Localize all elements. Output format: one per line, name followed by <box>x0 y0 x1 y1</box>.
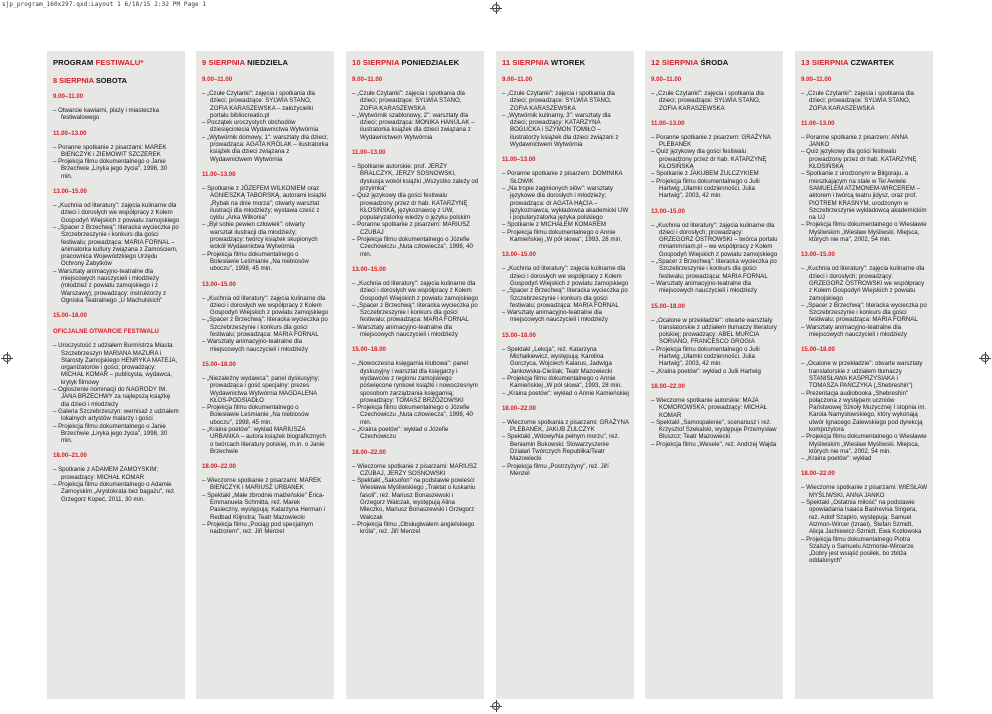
event-item: – Poranne spotkanie z pisarzami: MAREK BIEŃCZYK i ZIEMOWIT SZCZEREK <box>53 144 180 159</box>
event-item: – Quiz językowy dla gości festiwalu prowadzony przez dr hab. KATARZYNĘ KŁOSIŃSKĄ <box>801 148 928 170</box>
event-item: – „Spacer z Brzechwą": literacka wycieczka po Szczebrzeszynie i konkurs dla gości festiwalu; prowadząca: MARIA FORNAL <box>202 316 329 338</box>
day-subheading <box>53 76 180 85</box>
event-list <box>502 419 629 477</box>
time-slot: 18.00–22.00 <box>202 463 236 471</box>
event-item: – „Kuchnia od literatury": zajęcia kulinarne dla dzieci i dorosłych we współpracy z Kołem Gospodyń Wiejskich z powiatu zamojskiego <box>352 280 479 302</box>
event-list <box>202 375 329 455</box>
event-list <box>801 265 928 338</box>
event-item: – Projekcja filmu „Wesele", reż. Andrzej Wajda <box>651 441 778 448</box>
event-item: – „Kraina poetów": wykład o Józefie Czechowiczu <box>352 426 479 441</box>
event-item: – „Wytwórnik kulinarny, 3": warsztaty dla dzieci; prowadzący: KATARZYNA BOGUCKA i SZYMON TOMIŁO – ilustratorzy książek dla dzieci związani z Wydawnictwem Wytwórnia <box>502 112 629 148</box>
event-item: – „Ocalone w przekładzie": otwarte warsztaty translatorskie z udziałem tłumaczy literatury polskiej; prowadzący: ABEL MURCIA SORIANO, FRANCESCO GROGIA <box>651 317 778 346</box>
heading-day: NIEDZIELA <box>247 58 289 67</box>
event-item: – „Był sobie pewien człowiek": otwarty warsztat ilustracji dla młodzieży; prowadzący: twórcy książek skupionych wokół Wydawnictwa Wytwórnia <box>202 221 329 250</box>
time-slot: 15.00–18.00 <box>202 360 236 368</box>
event-list <box>53 466 180 502</box>
event-item: – „Spacer z Brzechwą": literacka wycieczka po Szczebrzeszynie i konkurs dla gości festiwalu; prowadząca: MARIA FORNAL <box>502 287 629 309</box>
program-column-5 <box>645 51 783 699</box>
event-item: – „Kraina poetów": wykład MARIUSZA URBANKA – autora książek biograficznych o twórcach literatury polskiej, m.in. o Janie Brzechwie <box>202 426 329 455</box>
time-slot: 13.00–15.00 <box>352 265 386 273</box>
subheading-day: SOBOTA <box>95 76 127 85</box>
event-item: – Galeria Szczebrzeszyn: wernisaż z udziałem lokalnych artystów malarzy i gości <box>53 408 180 423</box>
time-slot: 11.00–13.00 <box>202 170 236 178</box>
time-slot: 9.00–11.00 <box>352 76 383 83</box>
event-list <box>53 107 180 122</box>
program-column-4 <box>496 51 634 699</box>
event-item: – „Czułe Czytanki": zajęcia i spotkania dla dzieci; prowadzące: SYLWIA STANO, ZOFIA KARASZEWSKA <box>502 90 629 112</box>
event-list <box>651 317 778 375</box>
heading-date: 13 SIERPNIA <box>801 58 851 67</box>
event-item: – „Kuchnia od literatury": zajęcia kulinarne dla dzieci i dorosłych; prowadzący: GRZEGORZ OSTROWSKI – twórca portalu mniammniam.pl – we współpracy z Kołem Gospodyń Wiejskich z powiatu zamojskiego <box>651 222 778 258</box>
time-slot: 13.00–15.00 <box>801 251 835 259</box>
time-slot: 9.00–11.00 <box>502 76 533 83</box>
registration-mark-icon <box>1 352 13 364</box>
event-item: – Warsztaty animacyjno-teatralne dla miejscowych nauczycieli i młodzieży <box>202 338 329 353</box>
event-item: – „Kuchnia od literatury": zajęcia kulinarne dla dzieci i dorosłych we współpracy z Kołem Gospodyń Wiejskich z powiatu zamojskiego <box>53 202 180 224</box>
time-slot: 11.00–13.00 <box>502 156 536 164</box>
event-item: – „Na tropie zaginionych słów": warsztaty językowe dla dorosłych i młodzieży; prowadząca: dr AGATA HĄCIA – językoznawca, wykładowca akademicki UW i popularyzatorka języka polskiego <box>502 185 629 221</box>
event-item: – „Czułe Czytanki": zajęcia i spotkania dla dzieci; prowadzące: SYLWIA STANO, ZOFIA KARASZEWSKA <box>801 90 928 112</box>
event-item: – Spotkanie autorskie: prof. JERZY BRALCZYK, JERZY SOSNOWSKI, dyskusja wokół książki „Wszystko zależy od przyimka" <box>352 163 479 192</box>
event-item: – Projekcja filmu dokumentalnego o Janie Brzechwie „Liryka jego życia", 1998, 30 min. <box>53 423 180 445</box>
event-item: – Spotkanie z ADAMEM ZAMOYSKIM; prowadzący: MICHAŁ KOMAR <box>53 466 180 481</box>
heading-day: PROGRAM <box>53 58 96 67</box>
time-slot: 13.00–15.00 <box>502 251 536 259</box>
event-list <box>801 360 928 462</box>
event-item: – „Spacer z Brzechwą": literacka wycieczka po Szczebrzeszynie i konkurs dla gości festiwalu; prowadząca: MARIA FORNAL <box>651 258 778 280</box>
event-item: – Otwarcie kawiarni, plaży i miasteczka festiwalowego <box>53 107 180 122</box>
column-heading <box>352 58 479 67</box>
column-heading <box>202 58 329 67</box>
time-slot: 15.00–18.00 <box>53 312 87 320</box>
event-list <box>202 295 329 353</box>
event-item: – Poranne spotkanie z pisarzem: GRAŻYNA PLEBANEK <box>651 134 778 149</box>
time-slot: 15.00–18.00 <box>502 331 536 339</box>
event-item: – Spektakl „Ostatnia miłość" na podstawie opowiadania Isaaca Bashevisa Singera, reż. Adolf Szapiro, występują: Samuel Atzmon-Wircer (Izrael), Stefan Szmidt, Alicja Jachiewicz-Szmidt, Ewa Kozłowska <box>801 499 928 535</box>
time-slot: 11.00–13.00 <box>53 129 87 137</box>
event-item: – Ogłoszenie nominacji do NAGRODY IM. JANA BRZECHWY za najlepszą książkę dla dzieci i młodzieży <box>53 386 180 408</box>
program-column-2 <box>196 51 334 699</box>
registration-mark-icon <box>490 700 502 712</box>
time-slot: 13.00–15.00 <box>651 207 685 215</box>
event-item: – Projekcja filmu dokumentalnego o Annie Kamieńskiej „W pół słowa", 1993, 28 min. <box>502 229 629 244</box>
time-slot: 11.00–13.00 <box>352 149 386 157</box>
event-list <box>352 360 479 440</box>
heading-festival: FESTIWALU* <box>95 58 144 67</box>
time-slot: 9.00–11.00 <box>202 76 233 83</box>
event-item: – Warsztaty animacyjno-teatralne dla miejscowych nauczycieli i młodzieży <box>801 324 928 339</box>
time-slot: 15.00–18.00 <box>352 346 386 354</box>
event-item: – Warsztaty animacyjno-teatralne dla miejscowych nauczycieli i młodzieży (młodzież z powiatu zamojskiego i z Warszawy); prowadzący: instruktorzy z Ogniska Teatralnego „U Machulskich" <box>53 268 180 304</box>
event-item: – Projekcja filmu dokumentalnego o Janie Brzechwie „Liryka jego życia", 1998, 30 min. <box>53 158 180 180</box>
event-item: – „Kuchnia od literatury": zajęcia kulinarne dla dzieci i dorosłych we współpracy z Kołem Gospodyń Wiejskich z powiatu zamojskiego <box>502 265 629 287</box>
event-item: – Projekcja filmu dokumentalnego o Wiesławie Myśliwskim „Wiesław Myśliwski. Miejsca, których nie ma", 2002, 54 min. <box>801 221 928 243</box>
time-slot: 13.00–15.00 <box>202 280 236 288</box>
time-slot: 18.00–21.00 <box>53 452 87 460</box>
event-item: – Projekcja filmu dokumentalnego o Julii Hartwig „Ułamki codzienności. Julia Hartwig", 2003, 42 min. <box>651 346 778 368</box>
time-slot: 13.00–15.00 <box>53 188 87 196</box>
event-list <box>352 163 479 258</box>
event-item: – „Wytwórnik domowy, 1": warsztaty dla dzieci; prowadząca: AGATA KRÓLAK – ilustratorka książek dla dzieci związana z Wydawnictwem Wytwórnia <box>202 134 329 163</box>
program-column-1 <box>47 51 185 699</box>
column-heading <box>53 58 180 67</box>
column-heading <box>502 58 629 67</box>
event-list <box>53 144 180 180</box>
event-item: – „Czułe Czytanki": zajęcia i spotkania dla dzieci; prowadzące: SYLWIA STANO, ZOFIA KARASZEWSKA <box>352 90 479 112</box>
time-slot: 9.00–11.00 <box>651 76 682 83</box>
time-slot: 18.00–22.00 <box>801 470 835 478</box>
time-slot: 18.00–22.00 <box>651 382 685 390</box>
event-item: – Poranne spotkanie z pisarzem: DOMINIKA SŁOWIK <box>502 170 629 185</box>
event-item: – Spotkanie z JÓZEFEM WILKONIEM oraz AGNIESZKĄ TABORSKĄ, autorami książki „Rybak na dnie morza"; otwarty warsztat ilustracji dla młodzieży; wystawa cześć z cyklu „Arka Wilkonia" <box>202 185 329 221</box>
program-column-6 <box>795 51 933 699</box>
column-heading <box>801 58 928 67</box>
heading-date: 11 SIERPNIA <box>502 58 552 67</box>
event-list <box>801 484 928 564</box>
event-item: – Wieczorne spotkanie autorskie: MAJA KOMOROWSKA; prowadzący: MICHAŁ KOMAR <box>651 397 778 419</box>
event-item: – „Kuchnia od literatury": zajęcia kulinarne dla dzieci i dorosłych we współpracy z Kołem Gospodyń Wiejskich z powiatu zamojskiego <box>202 295 329 317</box>
event-item: – Warsztaty animacyjno-teatralne dla miejscowych nauczycieli i młodzieży <box>651 280 778 295</box>
event-list <box>502 265 629 323</box>
event-list <box>352 90 479 141</box>
event-item: – Poranne spotkanie z pisarzem: ANNA JANKO <box>801 134 928 149</box>
time-slot: 18.00–22.00 <box>352 448 386 456</box>
event-item: – „Spacer z Brzechwą": literacka wycieczka po Szczebrzeszynie i konkurs dla gości festiwalu; prowadząca: MARIA FORNAL <box>801 302 928 324</box>
event-item: – Projekcja filmu dokumentalnego o Bolesławie Leśmianie „Na niebiosów uboczu", 1998, 45 min. <box>202 251 329 273</box>
event-item: – „Ocalone w przekładzie": otwarte warsztaty translatorskie z udziałem tłumaczy STANISŁAWA KASPRZYSIAKA i TOMASZA PAŃCZYKA („Shebreshin") <box>801 360 928 389</box>
event-item: – „Kraina poetów": wykład o Annie Kamieńskiej <box>502 390 629 397</box>
time-slot: 9.00–11.00 <box>53 93 84 100</box>
event-item: – Wieczorne spotkanie z pisarzami: WIESŁAW MYŚLIWSKI, ANNA JANKO <box>801 484 928 499</box>
event-list <box>502 90 629 148</box>
time-slot: 11.00–13.00 <box>801 119 835 127</box>
registration-mark-icon <box>490 2 502 14</box>
event-item: – Projekcja filmu dokumentalnego o Józefie Czechowiczu „Nuta człowiecza", 1998, 40 min. <box>352 404 479 426</box>
heading-date: 9 SIERPNIA <box>202 58 248 67</box>
event-item: – Projekcja filmu „Pociąg pod specjalnym nadzorem", reż. Jiří Menzel <box>202 521 329 536</box>
event-item: – „Czułe Czytanki": zajęcia i spotkania dla dzieci; prowadzące: SYLWIA STANO, ZOFIA KARASZEWSKA <box>651 90 778 112</box>
event-item: – „Nowoczesna księgarnia klubowa": panel dyskusyjny i warsztat dla księgarzy i wydawców z regionu zamojskiego poświęcone rynkowi książki i nowoczesnym sposobom zarządzania księgarnią; prowadzący: TOMASZ BRZOZOWSKI <box>352 360 479 404</box>
heading-date: 12 SIERPNIA <box>651 58 701 67</box>
event-item: – Początek uroczystych obchodów dziesięciolecia Wydawnictwa Wytwórnia <box>202 119 329 134</box>
event-item: – Warsztaty animacyjno-teatralne dla miejscowych nauczycieli i młodzieży <box>502 309 629 324</box>
event-list <box>502 170 629 243</box>
event-list <box>202 477 329 535</box>
event-item: – „Kraina poetów": wykład <box>801 455 928 462</box>
event-item: – Spotkanie z JAKUBEM ŻULCZYKIEM <box>651 170 778 177</box>
event-list <box>53 202 180 304</box>
subheading-date: 8 SIERPNIA <box>53 76 96 85</box>
event-item: – Quiz językowy dla gości festiwalu prowadzony przez dr hab. KATARZYNĘ KŁOSIŃSKĄ, językoznawcę z UW, popularyzatorkę wiedzy o języku polskim <box>352 192 479 221</box>
event-item: – Prezentacja audiobooka „Shebreshin" połączona z występem uczniów Państwowej Szkoły Muzycznej I stopnia im. Karola Namysłowskiego, który wykonają utwór Ignacego Zalewskiego pod dyrekcją kompozytora <box>801 390 928 434</box>
event-item: – Projekcja filmu dokumentalnego o Annie Kamieńskiej „W pół słowa", 1993, 28 min. <box>502 375 629 390</box>
program-column-3 <box>346 51 484 699</box>
event-item: – Spektakl „Lekcja", reż. Katarzyna Michałkiewicz, występują: Karolina Gorczyca, Wojciech Kalarus, Jadwiga Jankowska-Cieślak; Teatr Mazowiecki <box>502 346 629 375</box>
event-item: – „Kuchnia od literatury": zajęcia kulinarne dla dzieci i dorosłych; prowadzący: GRZEGORZ OSTROWSKI we współpracy z Kołem Gospodyń Wiejskich z powiatu zamojskiego <box>801 265 928 301</box>
event-list <box>352 280 479 338</box>
event-item: – „Spacer z Brzechwą": literacka wycieczka po Szczebrzeszynie i konkurs dla gości festiwalu; prowadząca: MARIA FORNAL – animatorka kultury związana z Zamościem, pracownica Wojewódzkiego Urzędu Ochrony Zabytków <box>53 224 180 268</box>
registration-mark-icon <box>979 352 991 364</box>
event-list <box>651 397 778 448</box>
time-slot: 18.00–22.00 <box>502 404 536 412</box>
event-list <box>53 342 180 444</box>
event-item: – Projekcja filmu dokumentalnego o Józefie Czechowiczu „Nuta człowiecza", 1998, 40 min. <box>352 236 479 258</box>
column-heading <box>651 58 778 67</box>
heading-day: CZWARTEK <box>850 58 895 67</box>
time-slot: 15.00–18.00 <box>651 302 685 310</box>
event-item: – Poranne spotkanie z pisarzem: MARIUSZ CZUBAJ <box>352 221 479 236</box>
event-item: – Warsztaty animacyjno-teatralne dla miejscowych nauczycieli i młodzieży <box>352 324 479 339</box>
event-list <box>651 134 778 200</box>
heading-day: WTOREK <box>551 58 586 67</box>
event-list <box>651 222 778 295</box>
event-item: – Spektakl „Saksofon" na podstawie powieści Wiesława Myśliwskiego „Traktat o łuskaniu fasoli", reż. Mariusz Bonaszewski i Grzegorz Walczak, występują Alina Mleczko, Mariusz Bonaszewski i Grzegorz Walczak <box>352 477 479 521</box>
event-item: – Projekcja filmu dokumentalnego o Julii Hartwig „Ułamki codzienności. Julia Hartwig", 2003, 42 min. <box>651 178 778 200</box>
event-item: – Spotkanie z MICHAŁEM KOMAREM <box>502 221 629 228</box>
event-item: – „Czułe Czytanki": zajęcia i spotkania dla dzieci; prowadzące: SYLWIA STANO, ZOFIA KARASZEWSKA – założycielki portalu bibliocreatio.pl <box>202 90 329 119</box>
event-item: – „Niezależny wydawca": panel dyskusyjny; prowadząca i gość specjalny: prezes Wydawnictwa Wytwórnia MAGDALENA KŁOS-PODSIADŁO <box>202 375 329 404</box>
print-slug: sjp_program_160x297.qxd:Layout 1 6/18/15 2:32 PM Page 1 <box>2 1 207 8</box>
event-item: – Wieczorne spotkania z pisarzami: GRAŻYNA PLEBANEK, JAKUB ŻULCZYK <box>502 419 629 434</box>
section-title: OFICJALNE OTWARCIE FESTIWALU <box>53 328 159 336</box>
event-item: – Spektakl „Samospalenie", scenariusz i reż. Krzysztof Szekalski, występuje Przemysław Bluszcz; Teatr Mazowiecki <box>651 419 778 441</box>
event-item: – Spektakl „Małe zbrodnie małżeńskie" Érica-Emmanuela Schmitta, reż. Marek Pasieczny, występują: Katarzyna Herman i Redbad Klijnstra; Teatr Mazowiecki <box>202 492 329 521</box>
event-item: – Projekcja filmu dokumentalnego o Adamie Zamoyskim „Arystokrata bez bagażu", reż. Grzegorz Kopeć, 2011, 30 min. <box>53 481 180 503</box>
event-item: – Uroczystość z udziałem Burmistrza Miasta Szczebrzeszyn MARIANA MAZURA i Starosty Zamojskiego HENRYKA MATEJA, organizatorów i gości; prowadzący: MICHAŁ KOMAR – publicysta, wydawca, krytyk filmowy <box>53 342 180 386</box>
heading-day: ŚRODA <box>700 58 729 67</box>
event-item: – Projekcja filmu „Postrzyżyny", reż. Jiří Menzel <box>502 463 629 478</box>
event-list <box>202 185 329 273</box>
event-item: – „Kraina poetów": wykład o Julii Hartwig <box>651 368 778 375</box>
event-item: – Wieczorne spotkanie z pisarzami: MAREK BIEŃCZYK i MARIUSZ URBANEK <box>202 477 329 492</box>
event-list <box>202 90 329 163</box>
event-item: – Spektakl „Wdowy/Na pełnym morzu", reż. Beniamin Bukowski; Stowarzyszenie Działań Twórczych Republika/Teatr Mazowiecki <box>502 433 629 462</box>
event-list <box>502 346 629 397</box>
event-item: – Projekcja filmu dokumentalnego o Bolesławie Leśmianie „Na niebiosów uboczu", 1998, 45 min. <box>202 404 329 426</box>
time-slot: 11.00–13.00 <box>651 119 685 127</box>
event-item: – Projekcja filmu dokumentalnego Piotra Szalszy o Samuelu Atzmonie-Wircerze „Dobry jest wsiąść posiłek, bo zbliża oddalonych" <box>801 536 928 565</box>
event-item: – „Wytwórnik szablonowy, 2": warsztaty dla dzieci; prowadząca: MONIKA HANULAK – ilustratorka książek dla dzieci związana z Wydawnictwem Wytwórnia <box>352 112 479 141</box>
event-item: – Projekcja filmu dokumentalnego o Wiesławie Myśliwskim „Wiesław Myśliwski. Miejsca, których nie ma", 2002, 54 min. <box>801 433 928 455</box>
event-list <box>801 134 928 243</box>
event-item: – Wieczorne spotkanie z pisarzami: MARIUSZ CZUBAJ, JERZY SOSNOWSKI <box>352 463 479 478</box>
event-item: – Quiz językowy dla gości festiwalu prowadzony przez dr hab. KATARZYNĘ KŁOSIŃSKĄ <box>651 148 778 170</box>
event-item: – Spotkanie z urodzonym w Biłgoraju, a mieszkającym na stałe w Tel Awiwie SAMUELEM ATZMONEM-WIRCEREM – aktorem i twórcą teatru jidysz, oraz prof. PIOTREM KRASNYM, urodzonym w Szczebrzeszynie wykładowcą akademickim na UJ <box>801 170 928 221</box>
event-list <box>801 90 928 112</box>
event-list <box>651 90 778 112</box>
event-item: – Projekcja filmu „Obsługiwałem angielskiego króla", reż. Jiří Menzel <box>352 521 479 536</box>
time-slot: 15.00–18.00 <box>801 346 835 354</box>
time-slot: 9.00–11.00 <box>801 76 832 83</box>
event-item: – „Spacer z Brzechwą": literacka wycieczka po Szczebrzeszynie i konkurs dla gości festiwalu; prowadząca: MARIA FORNAL <box>352 302 479 324</box>
event-list <box>352 463 479 536</box>
heading-date: 10 SIERPNIA <box>352 58 402 67</box>
heading-day: PONIEDZIAŁEK <box>401 58 460 67</box>
